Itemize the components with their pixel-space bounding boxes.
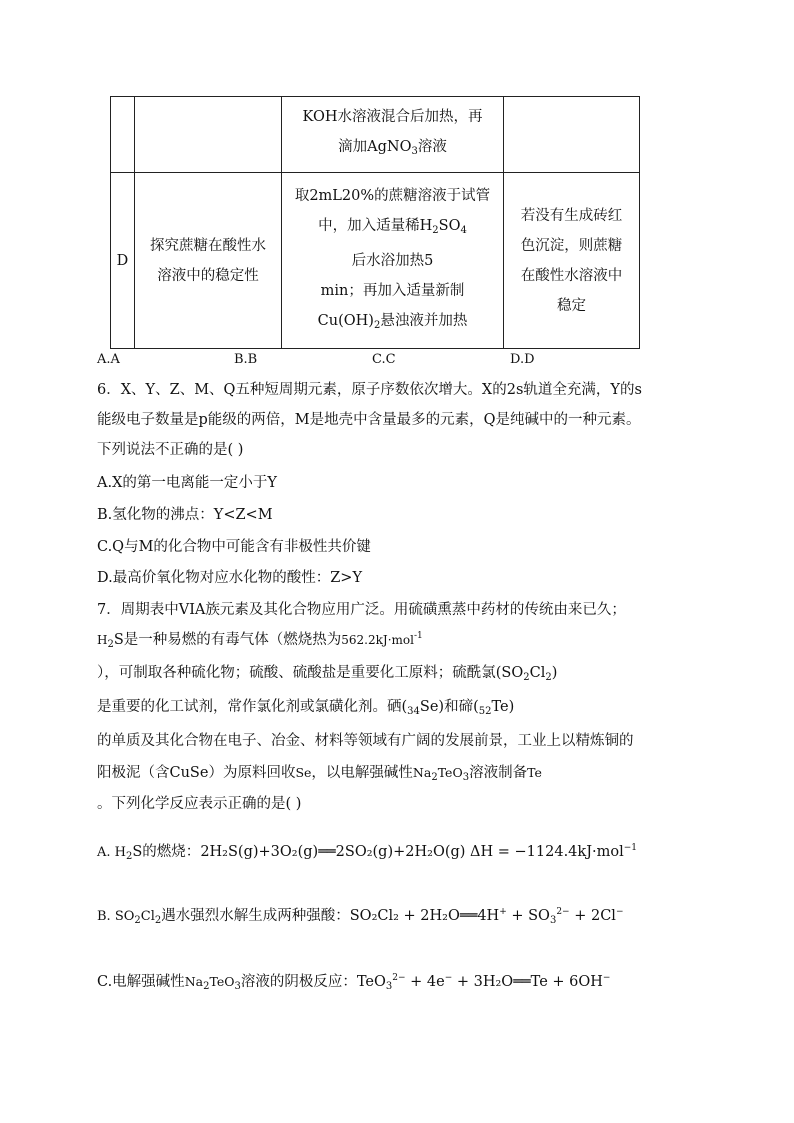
row-c-method-line1: KOH水溶液混合后加热，再	[302, 109, 483, 125]
row-d-method-cell: 取2mL20%的蔗糖溶液于试管 中，加入适量稀$H_2SO_4$ 后水浴加热5 min；再加入适量新制 $Cu(OH)_2$悬浊液并加热	[282, 173, 504, 349]
q7-stem-line2: $H_2S$是一种易燃的有毒气体（燃烧热为562.2kJ·mol$^{-1}$	[97, 631, 423, 650]
q7-stem-line7: 。下列化学反应表示正确的是( )	[97, 796, 302, 812]
q5-option-b: B.B	[234, 352, 258, 367]
q7-stem-line5: 的单质及其化合物在电子、冶金、材料等领域有广阔的发展前景，工业上以精炼铜的	[97, 733, 634, 749]
row-d-label: D	[111, 173, 135, 349]
q5-option-d: D.D	[510, 352, 535, 367]
table-row-c	[111, 97, 640, 173]
row-c-purpose-cell	[135, 97, 282, 173]
q6-stem-line3: 下列说法不正确的是( )	[97, 442, 244, 458]
q7-option-b: B. $SO_2Cl_2$遇水强烈水解生成两种强酸：SO₂Cl₂ + 2H₂O══4H+ + $SO_3^{2-} + 2Cl^-$	[97, 907, 624, 926]
row-d-purpose-cell: 探究蔗糖在酸性水 溶液中的稳定性	[135, 173, 282, 349]
q6-option-d: D.最高价氧化物对应水化物的酸性：Z>Y	[97, 570, 363, 586]
experiment-table	[110, 96, 640, 349]
table-row-d	[111, 173, 640, 349]
q6-stem-line1: 6．X、Y、Z、M、Q五种短周期元素，原子序数依次增大。X的2s轨道全充满，Y的s	[97, 382, 642, 398]
q6-stem-line2: 能级电子数量是p能级的两倍，M是地壳中含量最多的元素，Q是纯碱中的一种元素。	[97, 412, 641, 428]
q6-option-c: C.Q与M的化合物中可能含有非极性共价键	[97, 539, 371, 555]
row-d-conclusion-cell: 若没有生成砖红 色沉淀，则蔗糖 在酸性水溶液中 稳定	[504, 173, 640, 349]
row-c-conclusion-cell	[504, 97, 640, 173]
q5-option-a: A.A	[97, 352, 120, 367]
q6-option-b: B.氢化物的沸点：Y<Z<M	[97, 507, 273, 523]
row-c-label-cell	[111, 97, 135, 173]
q7-stem-line1: 7．周期表中VIA族元素及其化合物应用广泛。用硫磺熏蒸中药材的传统由来已久；	[97, 602, 626, 618]
q7-option-c: C.电解强碱性$Na_2TeO_3$溶液的阴极反应：TeO$_3^{2-}$ + 4e− + 3H₂O══Te + 6OH−	[97, 973, 611, 992]
q6-option-a: A.X的第一电离能一定小于Y	[97, 475, 277, 491]
q7-stem-line3: ），可制取各种硫化物；硫酸、硫酸盐是重要化工原料；硫酰氯$(SO_2Cl_2)$	[97, 665, 558, 683]
row-c-method-line2: 滴加AgNO$_3$溶液	[338, 139, 447, 157]
q7-stem-line6: 阳极泥（含CuSe）为原料回收Se，以电解强碱性$Na_2TeO_3$溶液制备Te	[97, 765, 542, 783]
row-c-method-cell	[282, 97, 504, 173]
q7-option-a: A. $H_2S$的燃烧：2H₂S(g)+3O₂(g)══2SO₂(g)+2H₂O(g) ΔH = −1124.4kJ·mol$^{-1}$	[97, 843, 638, 862]
q5-option-c: C.C	[372, 352, 396, 367]
q7-stem-line4: 是重要的化工试剂，常作氯化剂或氯磺化剂。硒$(_{34}Se)$和碲$(_{52}Te)$	[97, 699, 515, 717]
